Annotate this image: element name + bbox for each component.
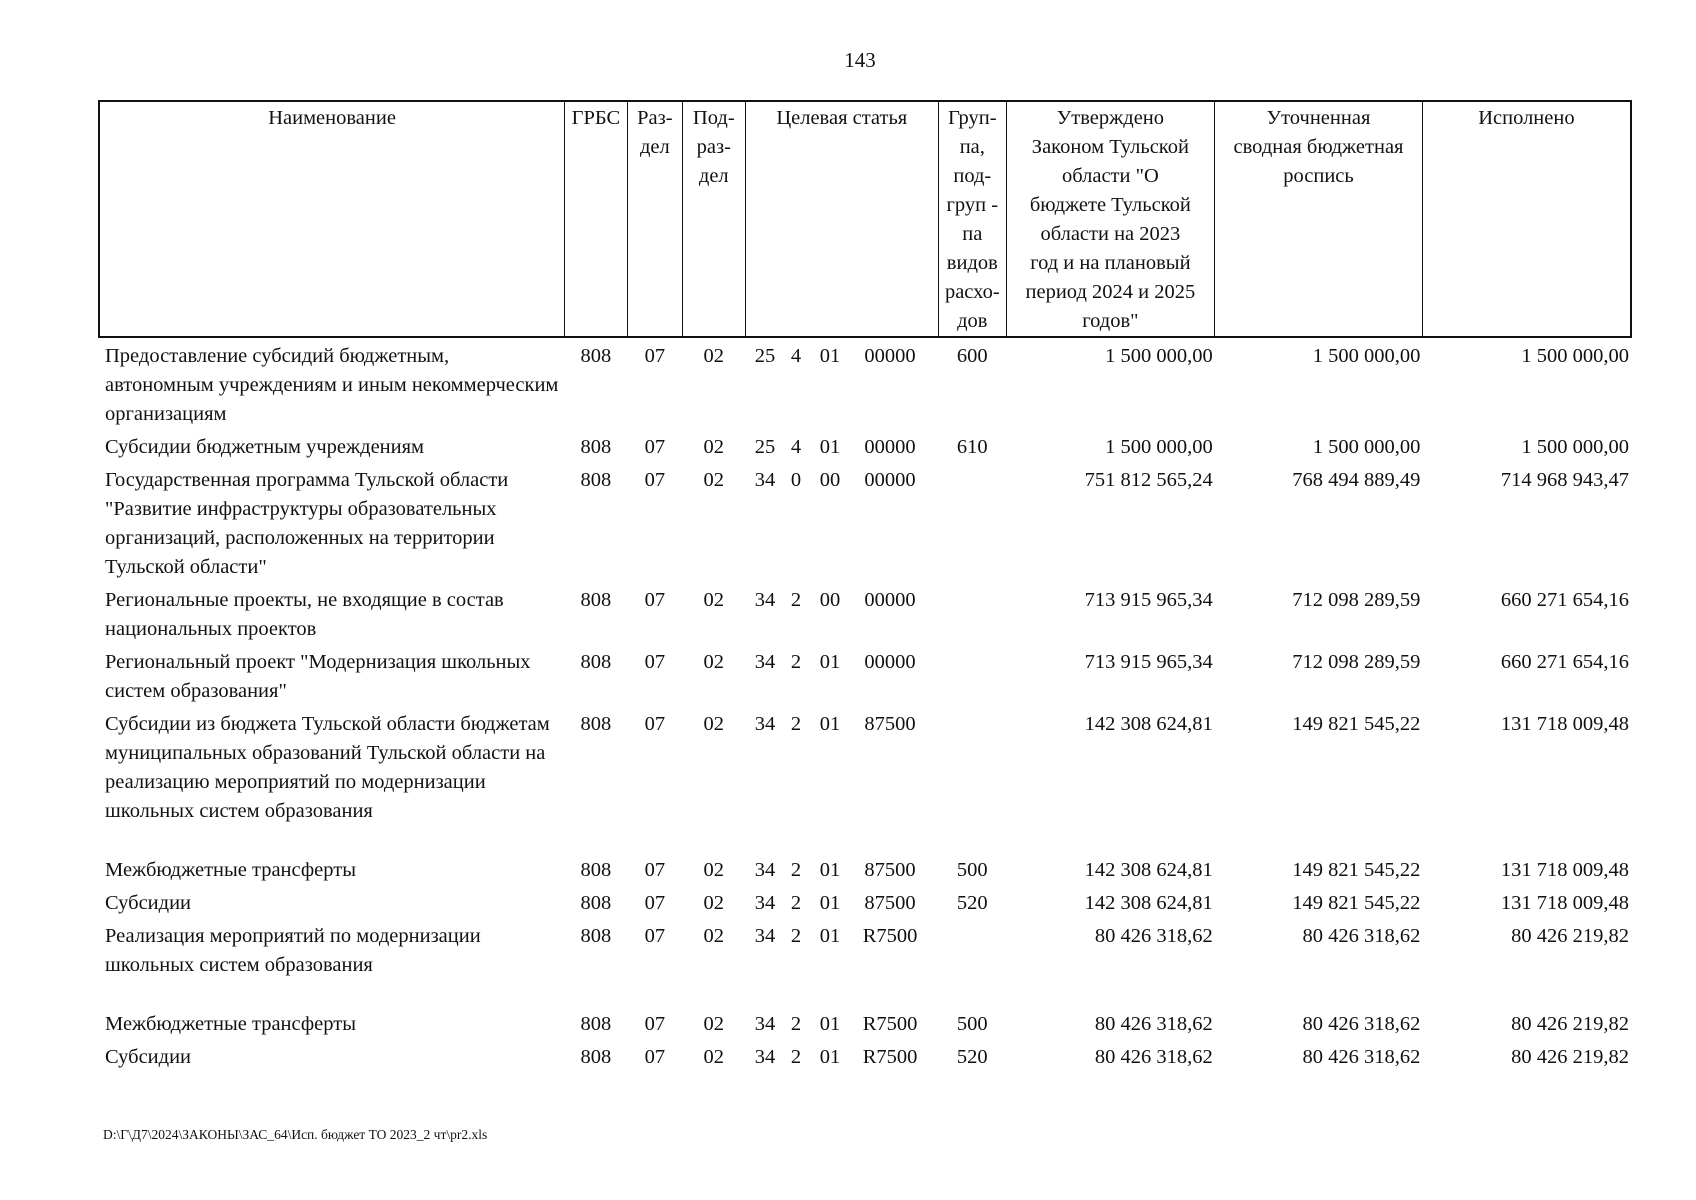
row-group: 600 (956, 345, 988, 367)
row-specified: 80 426 318,62 (1302, 925, 1421, 947)
tsel-event: 01 (819, 436, 841, 458)
tsel-direction: 87500 (864, 713, 916, 735)
row-approved: 142 308 624,81 (1084, 892, 1213, 914)
tsel-event: 01 (819, 859, 841, 881)
row-podrazdel: 02 (703, 1013, 725, 1035)
row-approved: 80 426 318,62 (1094, 925, 1213, 947)
row-approved: 80 426 318,62 (1094, 1046, 1213, 1068)
row-grbs: 808 (580, 651, 612, 673)
tsel-direction: R7500 (862, 1046, 918, 1068)
row-podrazdel: 02 (703, 651, 725, 673)
tsel-event: 00 (819, 589, 841, 611)
row-grbs: 808 (580, 589, 612, 611)
row-specified: 80 426 318,62 (1302, 1046, 1421, 1068)
header-name: Наименование (99, 101, 565, 337)
tsel-program: 34 (754, 713, 776, 735)
row-tselevaya-statya (745, 462, 939, 582)
row-podrazdel: 02 (703, 925, 725, 947)
tsel-program: 34 (754, 589, 776, 611)
row-specified: 712 098 289,59 (1292, 651, 1421, 673)
row-name: Региональные проекты, не входящие в состав национальных проектов (105, 589, 504, 640)
row-specified: 1 500 000,00 (1312, 345, 1421, 367)
row-grbs: 808 (580, 1013, 612, 1035)
row-group (939, 582, 1007, 644)
tsel-event: 01 (819, 651, 841, 673)
tsel-event: 01 (819, 713, 841, 735)
row-grbs: 808 (580, 892, 612, 914)
tsel-event: 01 (819, 892, 841, 914)
tsel-event: 01 (819, 1046, 841, 1068)
tsel-program: 34 (754, 469, 776, 491)
tsel-direction: 87500 (864, 892, 916, 914)
row-grbs: 808 (580, 469, 612, 491)
tsel-direction: R7500 (862, 925, 918, 947)
row-specified: 149 821 545,22 (1292, 859, 1421, 881)
tsel-subprogram: 0 (790, 469, 802, 491)
row-executed: 131 718 009,48 (1500, 892, 1629, 914)
row-grbs: 808 (580, 925, 612, 947)
tsel-direction: 00000 (864, 469, 916, 491)
row-razdel: 07 (644, 859, 666, 881)
tsel-program: 34 (754, 925, 776, 947)
tsel-event: 01 (819, 1013, 841, 1035)
row-approved: 1 500 000,00 (1105, 436, 1213, 458)
row-podrazdel: 02 (703, 469, 725, 491)
row-executed: 660 271 654,16 (1500, 589, 1629, 611)
tsel-event: 00 (819, 469, 841, 491)
table-header-row (99, 101, 1631, 337)
row-specified: 149 821 545,22 (1292, 713, 1421, 735)
row-podrazdel: 02 (703, 436, 725, 458)
row-executed: 1 500 000,00 (1521, 436, 1629, 458)
row-specified: 1 500 000,00 (1312, 436, 1421, 458)
row-approved: 1 500 000,00 (1105, 345, 1213, 367)
table-row (99, 462, 1631, 582)
row-podrazdel: 02 (703, 1046, 725, 1068)
table-row (99, 337, 1631, 429)
tsel-program: 25 (754, 345, 776, 367)
header-tselevaya-statya: Целевая статья (745, 101, 939, 337)
row-approved: 80 426 318,62 (1094, 1013, 1213, 1035)
table-row (99, 644, 1631, 706)
table-row (99, 706, 1631, 852)
row-tselevaya-statya (745, 429, 939, 462)
tsel-direction: R7500 (862, 1013, 918, 1035)
tsel-direction: 00000 (864, 651, 916, 673)
row-name: Предоставление субсидий бюджетным, автономным учреждениям и иным некоммерческим организациям (105, 345, 559, 425)
tsel-subprogram: 2 (790, 925, 802, 947)
tsel-subprogram: 4 (790, 436, 802, 458)
row-approved: 142 308 624,81 (1084, 713, 1213, 735)
row-group: 500 (956, 1013, 988, 1035)
row-name: Межбюджетные трансферты (105, 1013, 356, 1035)
row-specified: 768 494 889,49 (1292, 469, 1421, 491)
row-grbs: 808 (580, 1046, 612, 1068)
header-grbs: ГРБС (565, 101, 627, 337)
tsel-direction: 00000 (864, 589, 916, 611)
row-grbs: 808 (580, 859, 612, 881)
tsel-program: 34 (754, 859, 776, 881)
tsel-program: 34 (754, 1013, 776, 1035)
row-podrazdel: 02 (703, 859, 725, 881)
row-group: 610 (956, 436, 988, 458)
row-podrazdel: 02 (703, 345, 725, 367)
row-group: 500 (956, 859, 988, 881)
tsel-subprogram: 2 (790, 892, 802, 914)
row-razdel: 07 (644, 469, 666, 491)
tsel-direction: 00000 (864, 436, 916, 458)
row-name: Региональный проект "Модернизация школьных систем образования" (105, 651, 531, 702)
row-podrazdel: 02 (703, 713, 725, 735)
row-group (939, 644, 1007, 706)
table-row (99, 885, 1631, 918)
row-executed: 131 718 009,48 (1500, 713, 1629, 735)
row-group (939, 918, 1007, 1006)
row-name: Субсидии (105, 892, 192, 914)
row-executed: 1 500 000,00 (1521, 345, 1629, 367)
table-row (99, 429, 1631, 462)
page-number: 143 (844, 48, 876, 72)
row-name: Межбюджетные трансферты (105, 859, 356, 881)
row-tselevaya-statya (745, 1039, 939, 1072)
row-group: 520 (956, 892, 988, 914)
row-razdel: 07 (644, 589, 666, 611)
row-name: Субсидии из бюджета Тульской области бюджетам муниципальных образований Тульской области на реализацию мероприятий по модернизации школьных систем образования (105, 713, 550, 822)
row-group: 520 (956, 1046, 988, 1068)
tsel-event: 01 (819, 345, 841, 367)
row-razdel: 07 (644, 345, 666, 367)
row-grbs: 808 (580, 345, 612, 367)
row-approved: 713 915 965,34 (1084, 651, 1213, 673)
row-tselevaya-statya (745, 852, 939, 885)
tsel-subprogram: 2 (790, 1046, 802, 1068)
row-tselevaya-statya (745, 706, 939, 852)
row-executed: 80 426 219,82 (1511, 1013, 1629, 1035)
tsel-subprogram: 2 (790, 651, 802, 673)
row-executed: 131 718 009,48 (1500, 859, 1629, 881)
table-row (99, 852, 1631, 885)
tsel-subprogram: 2 (790, 713, 802, 735)
row-tselevaya-statya (745, 644, 939, 706)
header-approved: Утверждено Законом Тульской области "О бюджете Тульской области на 2023 год и на плановый период 2024 и 2025 годов" (1006, 101, 1215, 337)
row-name: Субсидии бюджетным учреждениям (105, 436, 425, 458)
table-row (99, 1039, 1631, 1072)
row-executed: 80 426 219,82 (1511, 1046, 1629, 1068)
file-path-footer: D:\Г\Д7\2024\ЗАКОНЫ\ЗАС_64\Исп. бюджет ТО 2023_2 чт\pr2.xls (103, 1127, 488, 1142)
row-razdel: 07 (644, 1046, 666, 1068)
row-razdel: 07 (644, 651, 666, 673)
row-podrazdel: 02 (703, 589, 725, 611)
row-group (939, 462, 1007, 582)
tsel-program: 34 (754, 892, 776, 914)
row-razdel: 07 (644, 713, 666, 735)
table-row (99, 582, 1631, 644)
row-group (939, 706, 1007, 852)
row-executed: 660 271 654,16 (1500, 651, 1629, 673)
row-razdel: 07 (644, 436, 666, 458)
row-tselevaya-statya (745, 1006, 939, 1039)
row-executed: 714 968 943,47 (1500, 469, 1629, 491)
row-approved: 713 915 965,34 (1084, 589, 1213, 611)
header-group-vidov-raskhodov: Груп- па, под- груп - па видов расхо- дов (939, 101, 1007, 337)
tsel-subprogram: 2 (790, 589, 802, 611)
tsel-direction: 00000 (864, 345, 916, 367)
row-tselevaya-statya (745, 918, 939, 1006)
row-approved: 142 308 624,81 (1084, 859, 1213, 881)
row-tselevaya-statya (745, 582, 939, 644)
row-specified: 712 098 289,59 (1292, 589, 1421, 611)
row-podrazdel: 02 (703, 892, 725, 914)
row-approved: 751 812 565,24 (1084, 469, 1213, 491)
budget-table (98, 100, 1632, 1072)
row-tselevaya-statya (745, 337, 939, 429)
row-executed: 80 426 219,82 (1511, 925, 1629, 947)
header-executed: Исполнено (1422, 101, 1631, 337)
header-podrazdel: Под- раз- дел (683, 101, 745, 337)
row-specified: 80 426 318,62 (1302, 1013, 1421, 1035)
row-tselevaya-statya (745, 885, 939, 918)
row-grbs: 808 (580, 713, 612, 735)
row-grbs: 808 (580, 436, 612, 458)
header-razdel: Раз- дел (627, 101, 682, 337)
row-specified: 149 821 545,22 (1292, 892, 1421, 914)
tsel-subprogram: 4 (790, 345, 802, 367)
tsel-program: 34 (754, 651, 776, 673)
tsel-subprogram: 2 (790, 859, 802, 881)
tsel-program: 25 (754, 436, 776, 458)
row-name: Субсидии (105, 1046, 192, 1068)
row-name: Реализация мероприятий по модернизации школьных систем образования (105, 925, 481, 976)
table-row (99, 1006, 1631, 1039)
tsel-direction: 87500 (864, 859, 916, 881)
row-name: Государственная программа Тульской области "Развитие инфраструктуры образовательных организаций, расположенных на территории Тульской области" (105, 469, 509, 578)
header-specified: Уточненная сводная бюджетная роспись (1215, 101, 1423, 337)
row-razdel: 07 (644, 892, 666, 914)
table-row (99, 918, 1631, 1006)
tsel-program: 34 (754, 1046, 776, 1068)
tsel-subprogram: 2 (790, 1013, 802, 1035)
tsel-event: 01 (819, 925, 841, 947)
row-razdel: 07 (644, 1013, 666, 1035)
row-razdel: 07 (644, 925, 666, 947)
